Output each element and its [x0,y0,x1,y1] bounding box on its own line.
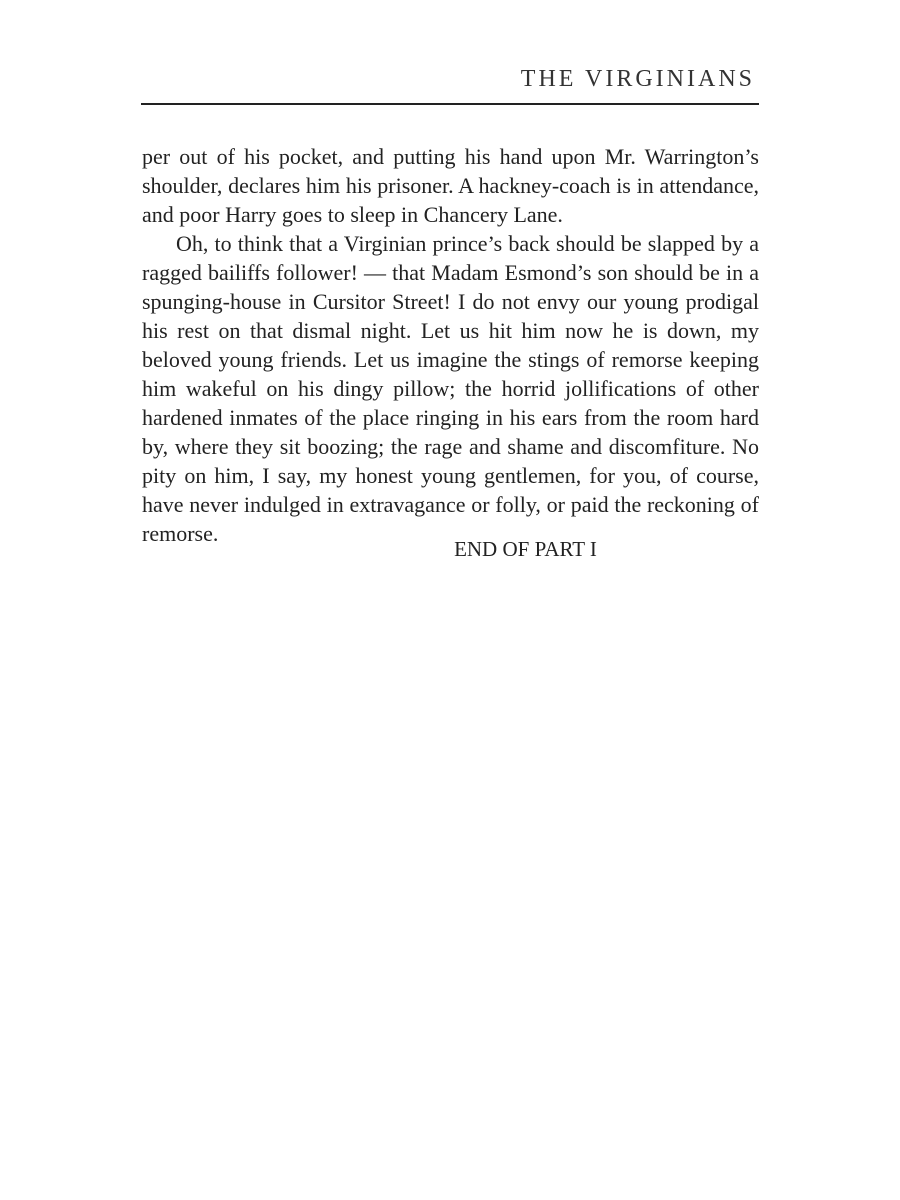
header-rule [141,103,759,105]
page-body [142,142,759,548]
paragraph-continuation: per out of his pocket, and putting his hand upon Mr. Warrington’s shoulder, declares him his prisoner. A hackney-coach is in attendance, and poor Harry goes to sleep in Chancery Lane. [142,144,759,227]
paragraph: Oh, to think that a Virginian prince’s back should be slapped by a ragged bailiffs follower! — that Madam Esmond’s son should be in a spunging-house in Cursitor Street! I do not envy our young prodigal his rest on that dismal night. Let us hit him now he is down, my beloved young friends. Let us imagine the stings of remorse keeping him wakeful on his dingy pillow; the horrid jollifications of other hardened inmates of the place ringing in his ears from the room hard by, where they sit boozing; the rage and shame and discomfiture. No pity on him, I say, my honest young gentlemen, for you, of course, have never indulged in extravagance or folly, or paid the reckoning of remorse. [142,231,759,546]
section-end-heading: END OF PART I [454,537,597,561]
running-header-title: THE VIRGINIANS [520,66,755,92]
